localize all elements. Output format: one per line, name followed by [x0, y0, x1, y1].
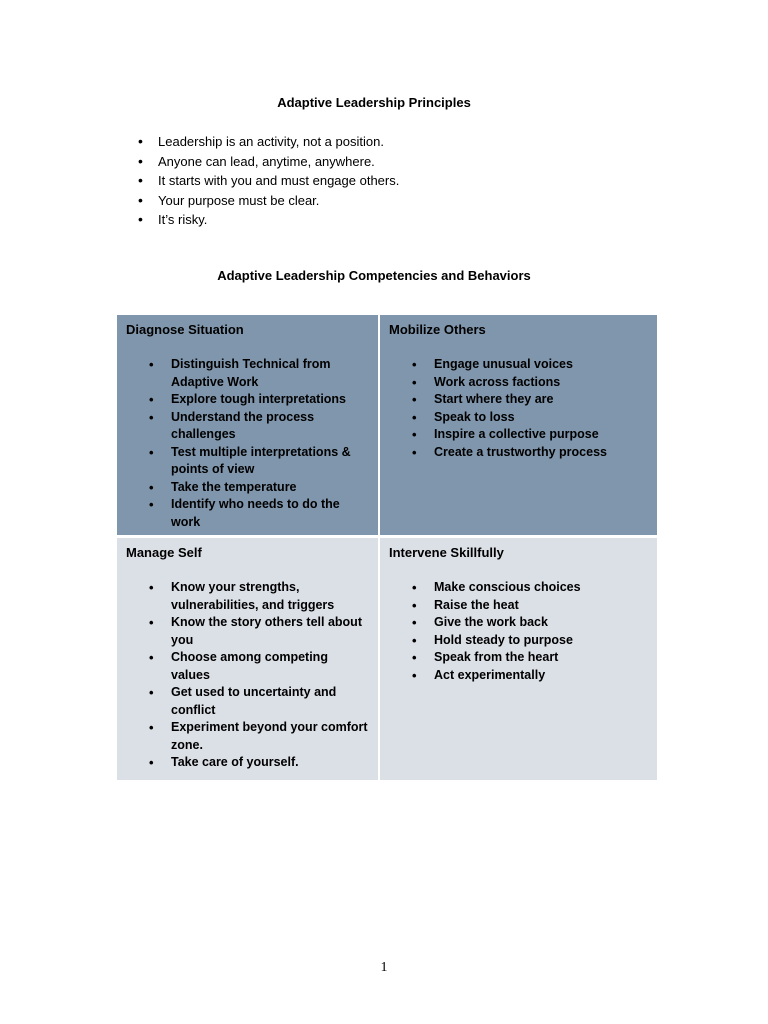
list-item: • Take the temperature [171, 479, 369, 497]
list-item: • Understand the process challenges [171, 409, 369, 444]
list-item: • Distinguish Technical from Adaptive Work [171, 356, 369, 391]
quadrant-list [389, 356, 648, 461]
list-item: • Take care of yourself. [171, 754, 369, 772]
page-number: 1 [380, 960, 388, 975]
list-item: • Hold steady to purpose [434, 632, 648, 650]
quadrant-list [126, 579, 369, 772]
quadrant-heading: Mobilize Others [389, 322, 486, 337]
list-item: • Test multiple interpretations & points of view [171, 444, 369, 479]
principle-item: • Your purpose must be clear. [138, 191, 399, 211]
quadrant-intervene-skillfully [380, 538, 657, 780]
list-item: • Give the work back [434, 614, 648, 632]
principle-item: • It starts with you and must engage others. [138, 171, 399, 191]
list-item: • Experiment beyond your comfort zone. [171, 719, 369, 754]
list-item: • Create a trustworthy process [434, 444, 648, 462]
principle-item: • It’s risky. [138, 210, 399, 230]
competencies-title: Adaptive Leadership Competencies and Behaviors [217, 268, 531, 283]
quadrant-manage-self [117, 538, 378, 780]
list-item: • Engage unusual voices [434, 356, 648, 374]
principle-item: • Anyone can lead, anytime, anywhere. [138, 152, 399, 172]
quadrant-heading: Intervene Skillfully [389, 545, 504, 560]
list-item: • Start where they are [434, 391, 648, 409]
list-item: • Speak to loss [434, 409, 648, 427]
quadrant-list [389, 579, 648, 684]
list-item: • Choose among competing values [171, 649, 369, 684]
list-item: • Know the story others tell about you [171, 614, 369, 649]
principles-title: Adaptive Leadership Principles [277, 95, 471, 110]
quadrant-mobilize-others [380, 315, 657, 535]
list-item: • Speak from the heart [434, 649, 648, 667]
list-item: • Identify who needs to do the work [171, 496, 369, 531]
list-item: • Explore tough interpretations [171, 391, 369, 409]
quadrant-heading: Diagnose Situation [126, 322, 244, 337]
principle-item: • Leadership is an activity, not a position. [138, 132, 399, 152]
quadrant-diagnose-situation [117, 315, 378, 535]
list-item: • Know your strengths, vulnerabilities, and triggers [171, 579, 369, 614]
quadrant-list [126, 356, 369, 531]
quadrant-heading: Manage Self [126, 545, 202, 560]
list-item: • Raise the heat [434, 597, 648, 615]
list-item: • Act experimentally [434, 667, 648, 685]
list-item: • Work across factions [434, 374, 648, 392]
competencies-table [117, 315, 657, 780]
principles-list [138, 132, 399, 230]
list-item: • Make conscious choices [434, 579, 648, 597]
list-item: • Inspire a collective purpose [434, 426, 648, 444]
list-item: • Get used to uncertainty and conflict [171, 684, 369, 719]
